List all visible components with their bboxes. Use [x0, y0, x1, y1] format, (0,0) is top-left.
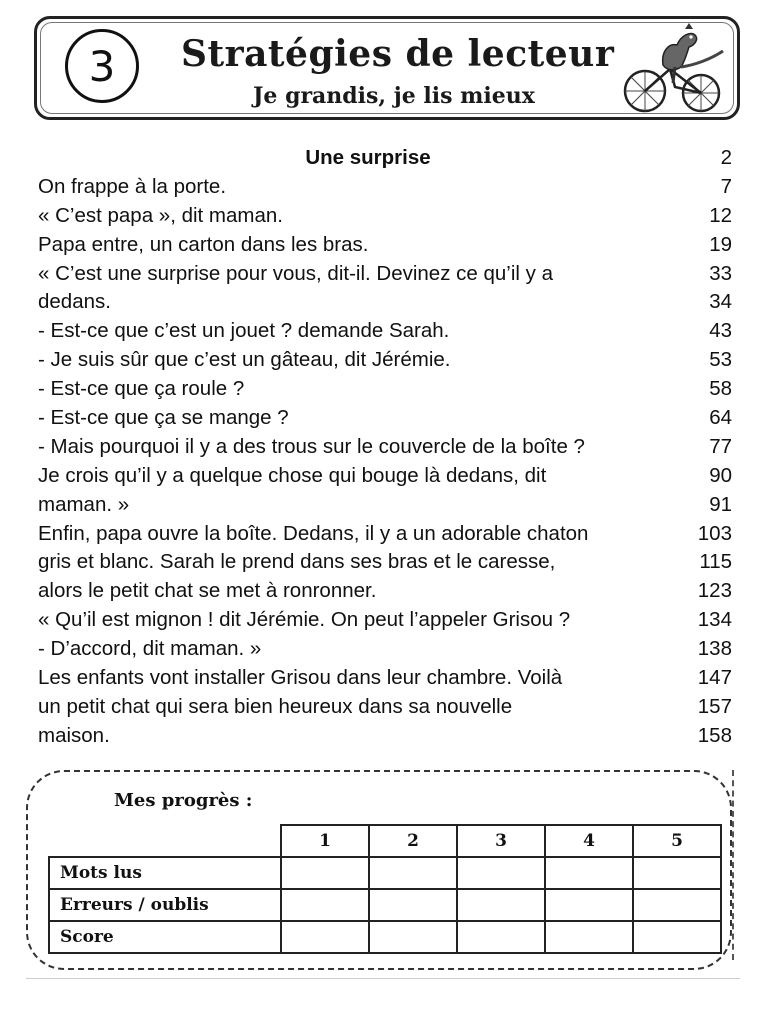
progress-panel: [26, 770, 732, 970]
progress-table: [48, 824, 722, 954]
story-line: [38, 491, 738, 520]
story-line: [38, 260, 738, 289]
entry-cell[interactable]: [545, 889, 633, 921]
story-line: [38, 693, 738, 722]
sheet-number: 3: [65, 29, 139, 103]
word-count: 53: [709, 348, 732, 372]
word-count: 123: [697, 579, 732, 603]
entry-cell[interactable]: [633, 889, 721, 921]
line-text: « C’est une surprise pour vous, dit-il. Devinez ce qu’il y a: [38, 261, 554, 285]
word-count: 33: [709, 261, 732, 285]
word-count: 115: [699, 550, 732, 574]
story-line: [38, 548, 738, 577]
line-text: gris et blanc. Sarah le prend dans ses bras et le caresse,: [38, 550, 556, 574]
entry-cell[interactable]: [633, 921, 721, 953]
word-count: 77: [709, 434, 732, 458]
line-text: Papa entre, un carton dans les bras.: [38, 232, 369, 256]
line-text: Les enfants vont installer Grisou dans leur chambre. Voilà: [38, 666, 563, 690]
entry-cell[interactable]: [545, 921, 633, 953]
word-count: 157: [697, 694, 732, 718]
line-text: « C’est papa », dit maman.: [38, 203, 283, 227]
progress-row: [49, 857, 721, 889]
line-text: - Est-ce que ça se mange ?: [38, 406, 289, 430]
line-text: maison.: [38, 723, 110, 747]
corner-cell: [49, 825, 281, 857]
story-line: [38, 606, 738, 635]
story-line: [38, 375, 738, 404]
entry-cell[interactable]: [281, 857, 369, 889]
story-line: [38, 173, 738, 202]
progress-row: [49, 921, 721, 953]
page-subtitle: Je grandis, je lis mieux: [253, 83, 535, 109]
story-line: [38, 404, 738, 433]
column-header: 1: [281, 825, 369, 857]
word-count: 7: [720, 174, 732, 198]
story-line: [38, 288, 738, 317]
line-text: - Mais pourquoi il y a des trous sur le couvercle de la boîte ?: [38, 434, 585, 458]
column-header: 5: [633, 825, 721, 857]
page-title: Stratégies de lecteur: [181, 33, 615, 75]
story-title-line: [38, 144, 738, 173]
entry-cell[interactable]: [457, 889, 545, 921]
story-line: [38, 462, 738, 491]
column-header: 3: [457, 825, 545, 857]
entry-cell[interactable]: [369, 921, 457, 953]
word-count: 90: [709, 463, 732, 487]
story-line: [38, 202, 738, 231]
story-line: [38, 317, 738, 346]
line-text: On frappe à la porte.: [38, 174, 227, 198]
word-count: 134: [697, 608, 732, 632]
divider: [26, 978, 740, 979]
dinosaur-bicycle-icon: [615, 21, 731, 117]
word-count: 103: [697, 521, 732, 545]
word-count: 158: [697, 723, 732, 747]
entry-cell[interactable]: [457, 921, 545, 953]
story-line: [38, 520, 738, 549]
story-text: [38, 144, 738, 751]
progress-header-row: [49, 825, 721, 857]
line-text: « Qu’il est mignon ! dit Jérémie. On peut l’appeler Grisou ?: [38, 608, 571, 632]
word-count: 147: [697, 666, 732, 690]
story-line: [38, 722, 738, 751]
story-line: [38, 635, 738, 664]
line-text: un petit chat qui sera bien heureux dans sa nouvelle: [38, 694, 513, 718]
row-header: Mots lus: [49, 857, 281, 889]
story-title: Une surprise: [305, 146, 431, 169]
word-count: 34: [709, 290, 732, 314]
word-count: 138: [697, 637, 732, 661]
word-count: 2: [720, 146, 732, 169]
word-count: 58: [709, 377, 732, 401]
progress-row: [49, 889, 721, 921]
entry-cell[interactable]: [457, 857, 545, 889]
story-line: [38, 346, 738, 375]
line-text: maman. »: [38, 492, 130, 516]
story-line: [38, 433, 738, 462]
entry-cell[interactable]: [281, 889, 369, 921]
header-banner: [34, 16, 740, 120]
row-header: Score: [49, 921, 281, 953]
story-line: [38, 577, 738, 606]
row-header: Erreurs / oublis: [49, 889, 281, 921]
entry-cell[interactable]: [369, 857, 457, 889]
story-line: [38, 664, 738, 693]
word-count: 91: [709, 492, 732, 516]
line-text: - Est-ce que c’est un jouet ? demande Sarah.: [38, 319, 450, 343]
entry-cell[interactable]: [633, 857, 721, 889]
progress-label: Mes progrès :: [114, 790, 253, 811]
dashed-margin-line: [732, 770, 742, 960]
entry-cell[interactable]: [369, 889, 457, 921]
line-text: dedans.: [38, 290, 111, 314]
entry-cell[interactable]: [281, 921, 369, 953]
entry-cell[interactable]: [545, 857, 633, 889]
line-text: Enfin, papa ouvre la boîte. Dedans, il y a un adorable chaton: [38, 521, 589, 545]
word-count: 43: [709, 319, 732, 343]
word-count: 12: [709, 203, 732, 227]
column-header: 2: [369, 825, 457, 857]
line-text: Je crois qu’il y a quelque chose qui bouge là dedans, dit: [38, 463, 547, 487]
word-count: 64: [709, 406, 732, 430]
line-text: - Est-ce que ça roule ?: [38, 377, 245, 401]
column-header: 4: [545, 825, 633, 857]
word-count: 19: [709, 232, 732, 256]
line-text: - Je suis sûr que c’est un gâteau, dit Jérémie.: [38, 348, 451, 372]
story-line: [38, 231, 738, 260]
line-text: - D’accord, dit maman. »: [38, 637, 262, 661]
line-text: alors le petit chat se met à ronronner.: [38, 579, 377, 603]
